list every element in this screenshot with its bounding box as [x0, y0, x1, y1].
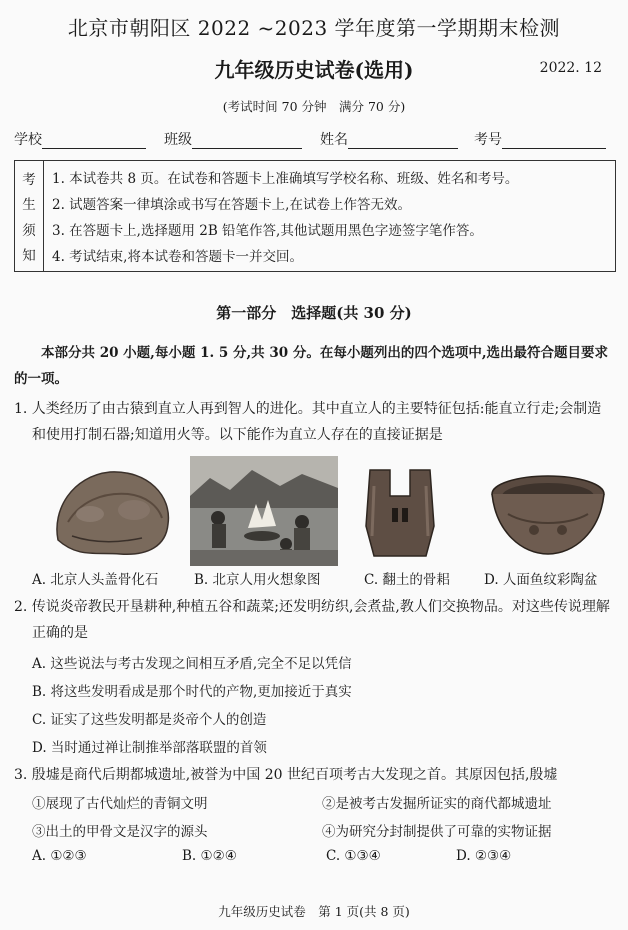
class-blank[interactable] [192, 134, 302, 149]
statement-2: ②是被考古发掘所证实的商代都城遗址 [322, 796, 552, 812]
name-label: 姓名 [320, 132, 348, 148]
number-blank[interactable] [502, 134, 606, 149]
name-blank[interactable] [348, 134, 458, 149]
skull-fossil-image [50, 462, 176, 562]
option-b[interactable]: B. ①②④ [182, 848, 237, 864]
option-b[interactable]: B. 将这些发明看成是那个时代的产物,更加接近于真实 [32, 684, 352, 700]
statement-1: ①展现了古代灿烂的青铜文明 [32, 796, 208, 812]
question-3 [14, 762, 614, 788]
question-1 [14, 396, 614, 448]
option-a[interactable]: A. 这些说法与考古发现之间相互矛盾,完全不足以凭信 [32, 656, 352, 672]
number-field [474, 129, 614, 149]
question-stem: 1. 人类经历了由古猿到直立人再到智人的进化。其中直立人的主要特征包括:能直立行走;会制造和使用打制石器;知道用火等。以下能作为直立人存在的直接证据是 [14, 401, 602, 443]
school-field [14, 129, 164, 149]
number-label: 考号 [474, 132, 502, 148]
page-footer: 九年级历史试卷 第 1 页(共 8 页) [218, 904, 410, 919]
notice-items [44, 161, 615, 271]
option-b[interactable]: B. 北京人用火想象图 [194, 572, 321, 588]
statement-4: ④为研究分封制提供了可靠的实物证据 [322, 824, 552, 840]
name-field [320, 129, 474, 149]
notice-item: 2. 试题答案一律填涂或书写在答题卡上,在试卷上作答无效。 [52, 197, 411, 213]
school-blank[interactable] [42, 134, 146, 149]
notice-label-char: 生 [22, 197, 36, 214]
option-a[interactable]: A. 北京人头盖骨化石 [32, 572, 159, 588]
student-info-row [14, 129, 614, 149]
class-label: 班级 [164, 132, 192, 148]
option-d[interactable]: D. 当时通过禅让制推举部落联盟的首领 [32, 740, 267, 756]
notice-label-char: 须 [22, 222, 36, 239]
option-c[interactable]: C. ①③④ [326, 848, 381, 864]
question-stem: 2. 传说炎帝教民开垦耕种,种植五谷和蔬菜;还发明纺织,会煮盐,教人们交换物品。对这些传说理解正确的是 [14, 599, 610, 641]
class-field [164, 129, 320, 149]
fire-use-illustration [190, 456, 338, 566]
notice-item: 1. 本试卷共 8 页。在试卷和答题卡上准确填写学校名称、班级、姓名和考号。 [52, 171, 519, 187]
option-a[interactable]: A. ①②③ [32, 848, 87, 864]
option-c[interactable]: C. 证实了这些发明都是炎帝个人的创造 [32, 712, 267, 728]
exam-time-score: (考试时间 70 分钟 满分 70 分) [222, 99, 406, 114]
section-intro: 本部分共 20 小题,每小题 1. 5 分,共 30 分。在每小题列出的四个选项中,选出最符合题目要求的一项。 [14, 345, 609, 387]
notice-label-char: 考 [22, 171, 36, 188]
option-d[interactable]: D. ②③④ [456, 848, 512, 864]
bone-spade-image [356, 466, 444, 562]
exam-date: 2022. 12 [539, 60, 602, 76]
painted-pottery-basin-image [488, 470, 608, 560]
exam-subtitle: 九年级历史试卷(选用) [214, 58, 414, 82]
school-label: 学校 [14, 132, 42, 148]
section-title: 第一部分 选择题(共 30 分) [216, 304, 412, 322]
option-c[interactable]: C. 翻土的骨耜 [364, 572, 450, 588]
option-d[interactable]: D. 人面鱼纹彩陶盆 [484, 572, 598, 588]
notice-item: 4. 考试结束,将本试卷和答题卡一并交回。 [52, 249, 303, 265]
question-2 [14, 594, 614, 646]
question-stem: 3. 殷墟是商代后期都城遗址,被誉为中国 20 世纪百项考古大发现之首。其原因包括,殷墟 [14, 767, 558, 783]
notice-box [14, 160, 616, 272]
exam-title: 北京市朝阳区 2022 ~2023 学年度第一学期期末检测 [67, 16, 561, 40]
notice-label-char: 知 [22, 248, 36, 265]
statement-3: ③出土的甲骨文是汉字的源头 [32, 824, 208, 840]
notice-label [15, 161, 44, 271]
notice-item: 3. 在答题卡上,选择题用 2B 铅笔作答,其他试题用黑色字迹签字笔作答。 [52, 223, 483, 239]
